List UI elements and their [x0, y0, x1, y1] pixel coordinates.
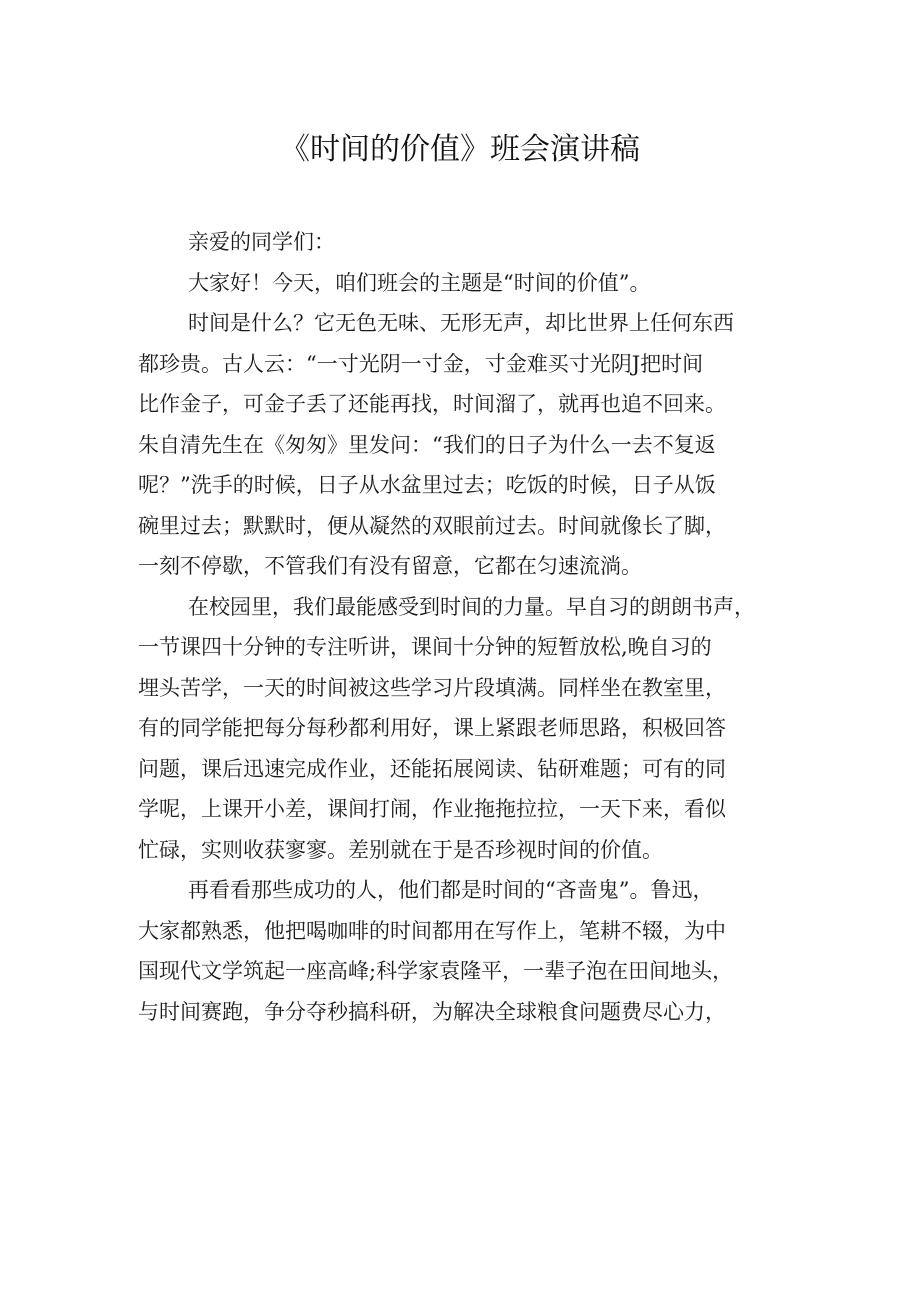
paragraph-3-line-3: 埋头苦学，一天的时间被这些学习片段填满。同样坐在教室里，: [138, 675, 726, 700]
paragraph-1-line-1: 大家好！今天，咱们班会的主题是“时间的价值”。: [188, 270, 651, 295]
paragraph-3-line-5: 问题，课后迅速完成作业，还能拓展阅读、钻研难题；可有的同: [138, 756, 726, 781]
paragraph-2-line-5: 呢？”洗手的时候，日子从水盆里过去；吃饭的时候，日子从饭: [138, 473, 716, 497]
paragraph-3-line-7: 忙碌，实则收获寥寥。差别就在于是否珍视时间的价值。: [138, 837, 663, 862]
paragraph-4-line-4: 与时间赛跑，争分夺秒搞科研，为解决全球粮食问题费尽心力，: [138, 999, 726, 1024]
document-title: 《时间的价值》班会演讲稿: [280, 132, 640, 167]
greeting-line: 亲爱的同学们：: [188, 230, 335, 254]
paragraph-2-line-3: 比作金子，可金子丢了还能再找，时间溜了，就再也追不回来。: [138, 392, 726, 416]
paragraph-3-line-4: 有的同学能把每分每秒都利用好，课上紧跟老师思路，积极回答: [138, 716, 726, 740]
paragraph-2-line-1: 时间是什么？它无色无味、无形无声，却比世界上任何东西: [188, 311, 734, 335]
paragraph-4-line-3: 国现代文学筑起一座高峰;科学家袁隆平，一辈子泡在田间地头，: [138, 959, 734, 983]
document-body: [138, 222, 788, 1032]
paragraph-3-line-2: 一节课四十分钟的专注听讲，课间十分钟的短暂放松,晚自习的: [138, 635, 712, 659]
paragraph-2-line-4: 朱自清先生在《匆匆》里发问：“我们的日子为什么一去不复返: [138, 432, 716, 457]
paragraph-3-line-1: 在校园里，我们最能感受到时间的力量。早自习的朗朗书声，: [188, 594, 755, 619]
paragraph-2-line-2: 都珍贵。古人云：“一寸光阴一寸金，寸金难买寸光阴J把时间: [138, 351, 704, 376]
paragraph-3-line-6: 学呢，上课开小差，课间打闹，作业拖拖拉拉，一天下来，看似: [138, 797, 726, 821]
paragraph-4-line-2: 大家都熟悉，他把喝咖啡的时间都用在写作上，笔耕不辍，为中: [138, 918, 726, 943]
paragraph-2-line-7: 一刻不停歇，不管我们有没有留意，它都在匀速流淌。: [138, 554, 642, 578]
paragraph-4-line-1: 再看看那些成功的人，他们都是时间的“吝啬鬼”。鲁迅，: [188, 878, 714, 902]
paragraph-2-line-6: 碗里过去；默默时，便从凝然的双眼前过去。时间就像长了脚，: [138, 513, 726, 538]
